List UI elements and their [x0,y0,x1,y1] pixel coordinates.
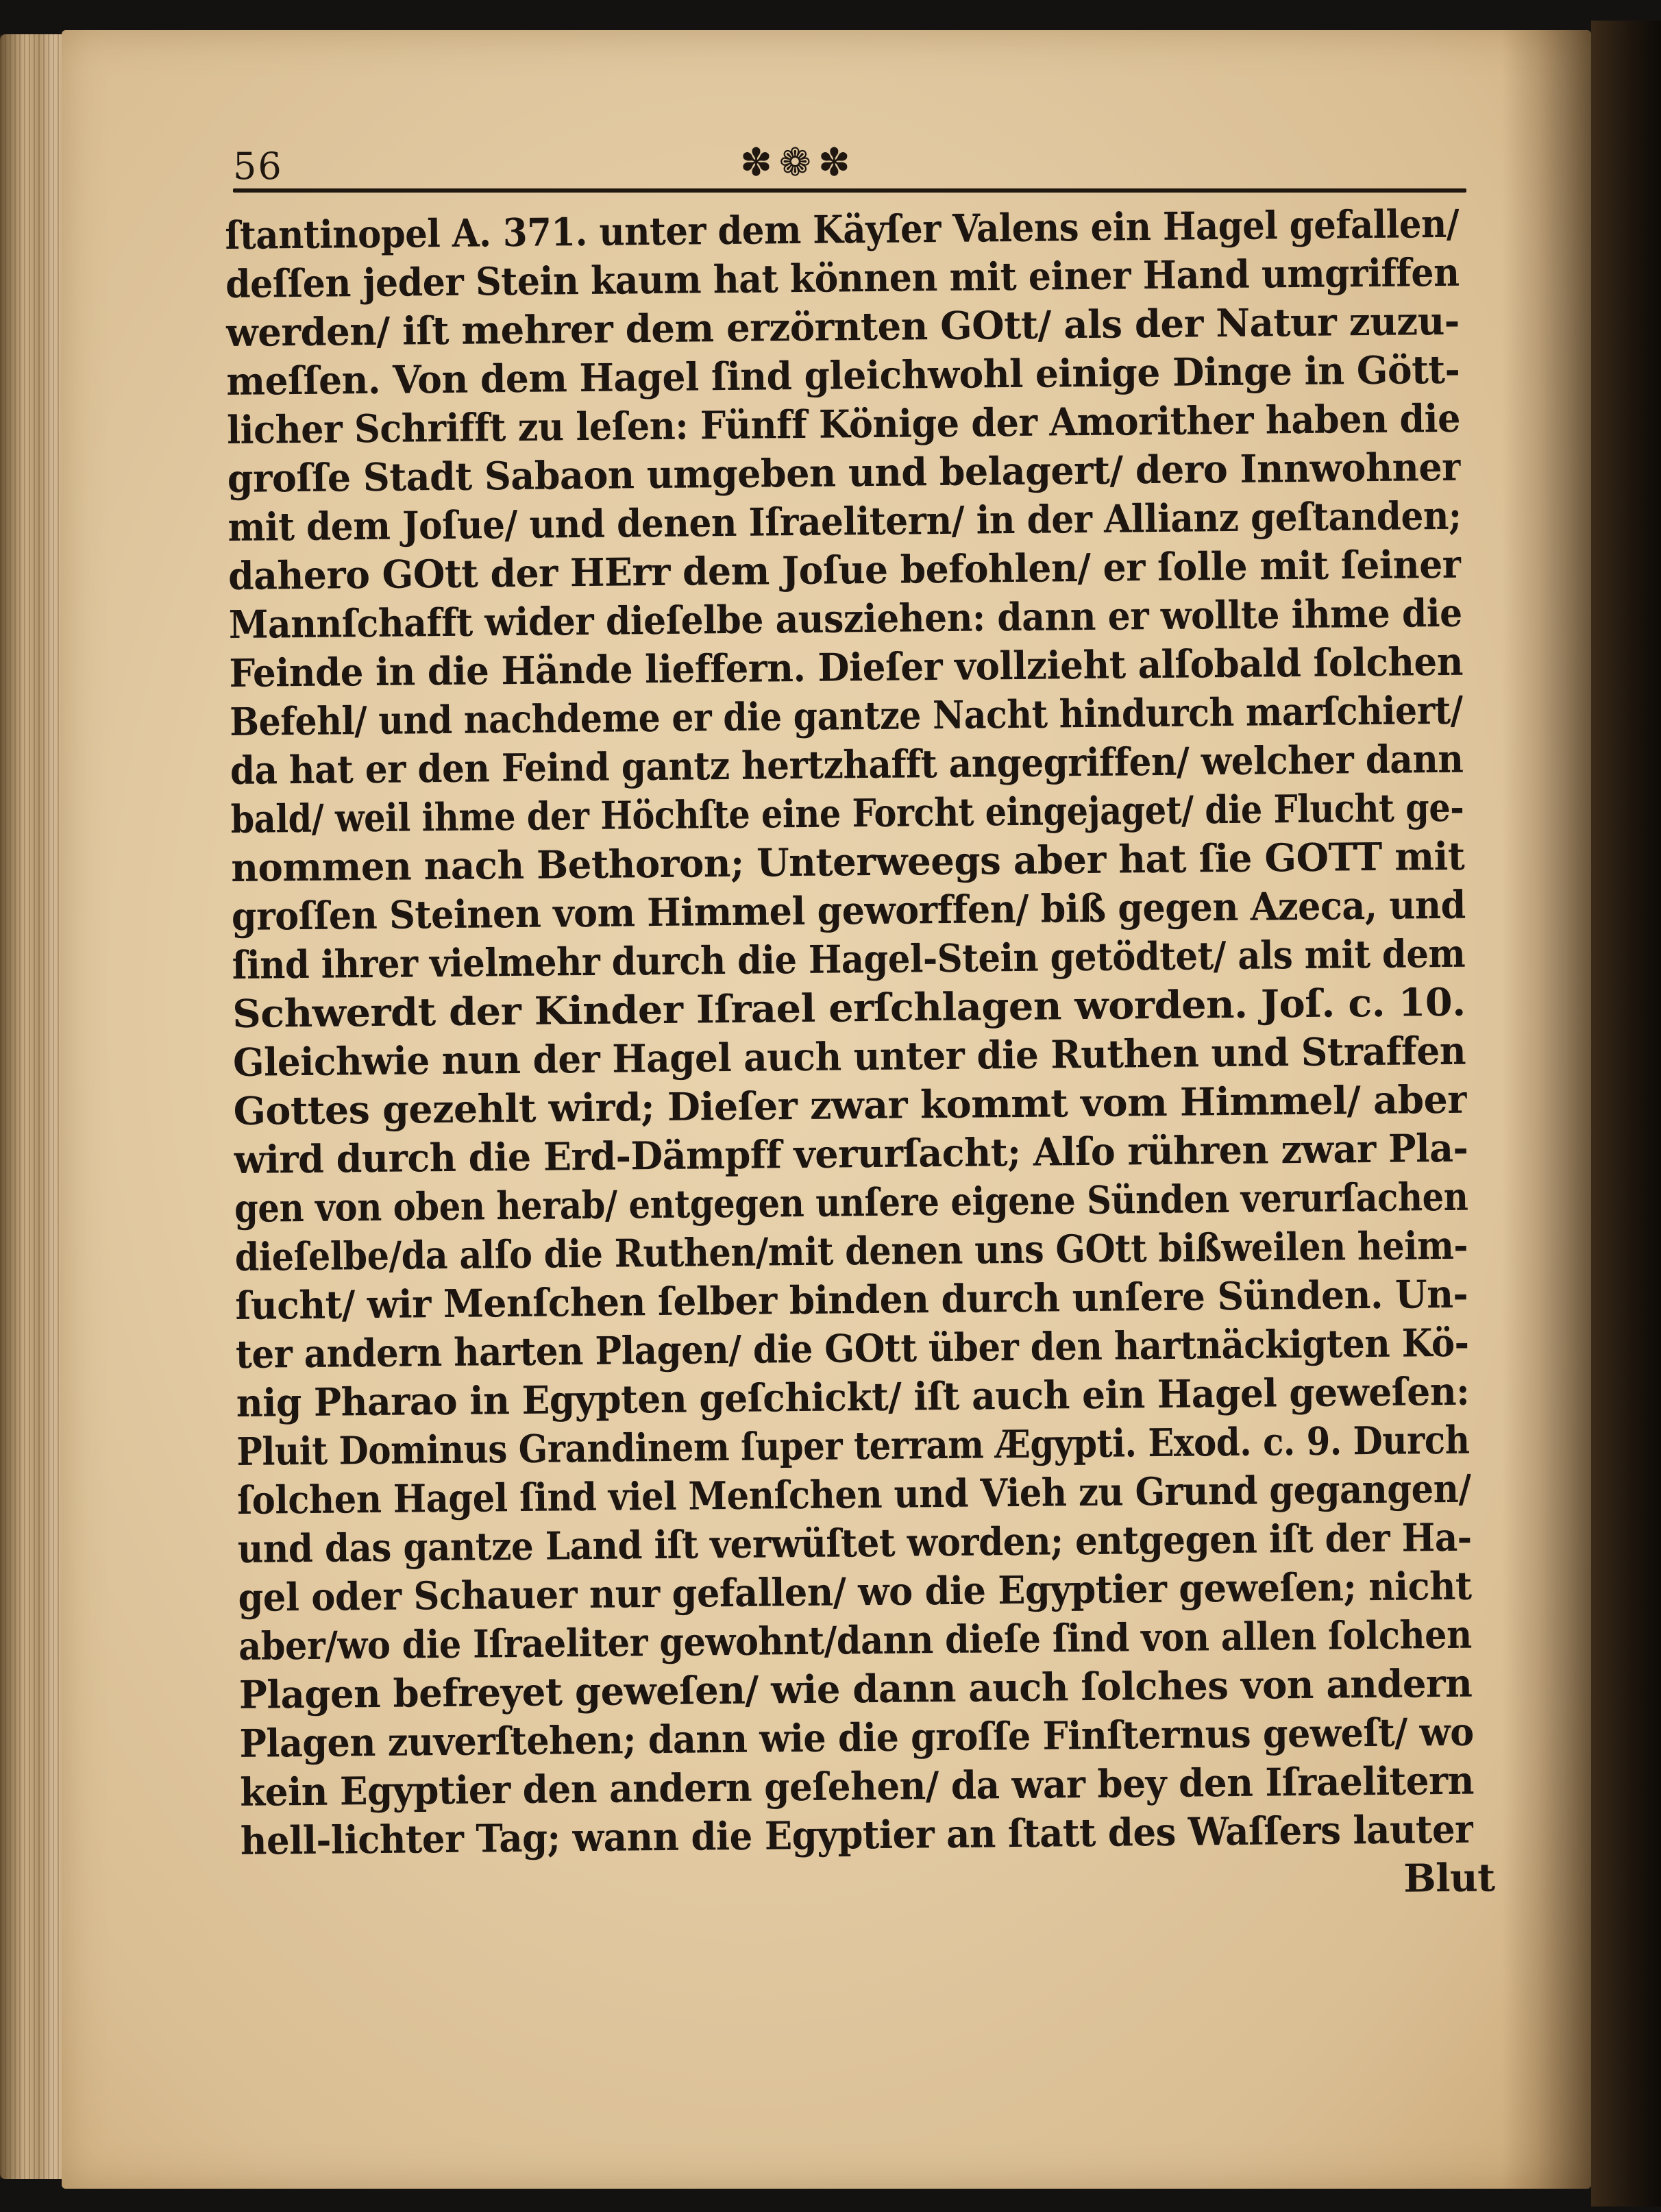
text-line: nommen nach Bethoron; Unterweegs aber hat ſie GOTT mit [230,833,1465,891]
text-line: Gottes gezehlt wird; Dieſer zwar kommt vom Himmel/ aber [233,1077,1468,1134]
text-line: dieſelbe/da alſo die Ruthen/mit denen uns GOtt bißweilen heim- [234,1222,1468,1280]
text-line: Befehl/ und nachdeme er die gantze Nacht hindurch marſchiert/ [229,687,1464,745]
text-line: und das gantze Land iſt verwüſtet worden; entgegen iſt der Ha- [237,1514,1472,1572]
text-line: groſſen Steinen vom Himmel geworffen/ biß gegen Azeca, und [231,882,1466,939]
text-line: dahero GOtt der HErr dem Joſue befohlen/ er ſolle mit ſeiner [227,541,1462,600]
header-ornament-icon: ✽❁✽ [740,140,857,185]
text-line: Schwerdt der Kinder Iſrael erſchlagen worden. Joſ. c. 10. [232,979,1466,1037]
text-line: ſtantinopel A. 371. unter dem Käyſer Valens ein Hagel gefallen/ [225,201,1460,259]
text-line: da hat er den Feind gantz hertzhafft angegriffen/ welcher dann [230,736,1464,794]
text-line: werden/ iſt mehrer dem erzörnten GOtt/ als der Natur zuzu- [225,298,1460,356]
text-line: nig Pharao in Egypten geſchickt/ iſt auch ein Hagel geweſen: [236,1368,1470,1426]
text-line: licher Schrifft zu leſen: Fünff Könige der Amorither haben die [226,395,1461,454]
text-line: Plagen zuverſtehen; dann wie die groſſe Finſternus geweſt/ wo [239,1709,1474,1767]
text-line: ter andern harten Plagen/ die GOtt über den hartnäckigten Kö- [235,1320,1469,1377]
text-line: gen von oben herab/ entgegen unſere eigene Sünden verurſachen [234,1174,1468,1231]
text-line: hell-lichter Tag; wann die Egyptier an ſtatt des Waſſers lauter [240,1806,1474,1864]
body-text [225,199,1523,1915]
text-line: Plagen befreyet geweſen/ wie dann auch ſolches von andern [238,1660,1473,1718]
text-line: bald/ weil ihme der Höchſte eine Forcht eingejaget/ die Flucht ge- [230,785,1464,842]
text-line: meſſen. Von dem Hagel ſind gleichwohl einige Dinge in Gött- [226,347,1460,405]
page-header [233,140,1466,195]
text-line: mit dem Joſue/ und denen Iſraelitern/ in der Allianz geſtanden; [227,493,1462,551]
text-line: deſſen jeder Stein kaum hat können mit einer Hand umgriffen [225,249,1460,308]
catchword: Blut [1403,1855,1495,1902]
text-line: aber/wo die Iſraeliter gewohnt/dann dieſe ſind von allen ſolchen [238,1612,1472,1669]
text-line: kein Egyptier den andern geſehen/ da war bey den Iſraelitern [239,1758,1474,1815]
text-line: ſolchen Hagel ſind viel Menſchen und Vieh zu Grund gegangen/ [236,1466,1471,1523]
book-spine-shadow [1591,21,1661,2207]
text-line: Pluit Dominus Grandinem ſuper terram Ægypti. Exod. c. 9. Durch [236,1417,1470,1475]
text-line: Gleichwie nun der Hagel auch unter die Ruthen und Straffen [232,1028,1466,1085]
page-number: 56 [233,145,283,188]
text-line: Mannſchafft wider dieſelbe ausziehen: dann er wollte ihme die [228,590,1463,648]
text-line: ſind ihrer vielmehr durch die Hagel-Stein getödtet/ als mit dem [232,931,1466,988]
header-rule [233,188,1466,193]
text-line: ſucht/ wir Menſchen ſelber binden durch unſere Sünden. Un- [235,1271,1468,1329]
text-line: groſſe Stadt Sabaon umgeben und belagert/ dero Innwohner [227,444,1462,502]
text-line: Feinde in die Hände lieffern. Dieſer vollzieht alſobald ſolchen [229,639,1464,696]
text-line: gel oder Schauer nur gefallen/ wo die Egyptier geweſen; nicht [238,1563,1472,1621]
text-line: wird durch die Erd-Dämpff verurſacht; Alſo rühren zwar Pla- [234,1125,1468,1183]
